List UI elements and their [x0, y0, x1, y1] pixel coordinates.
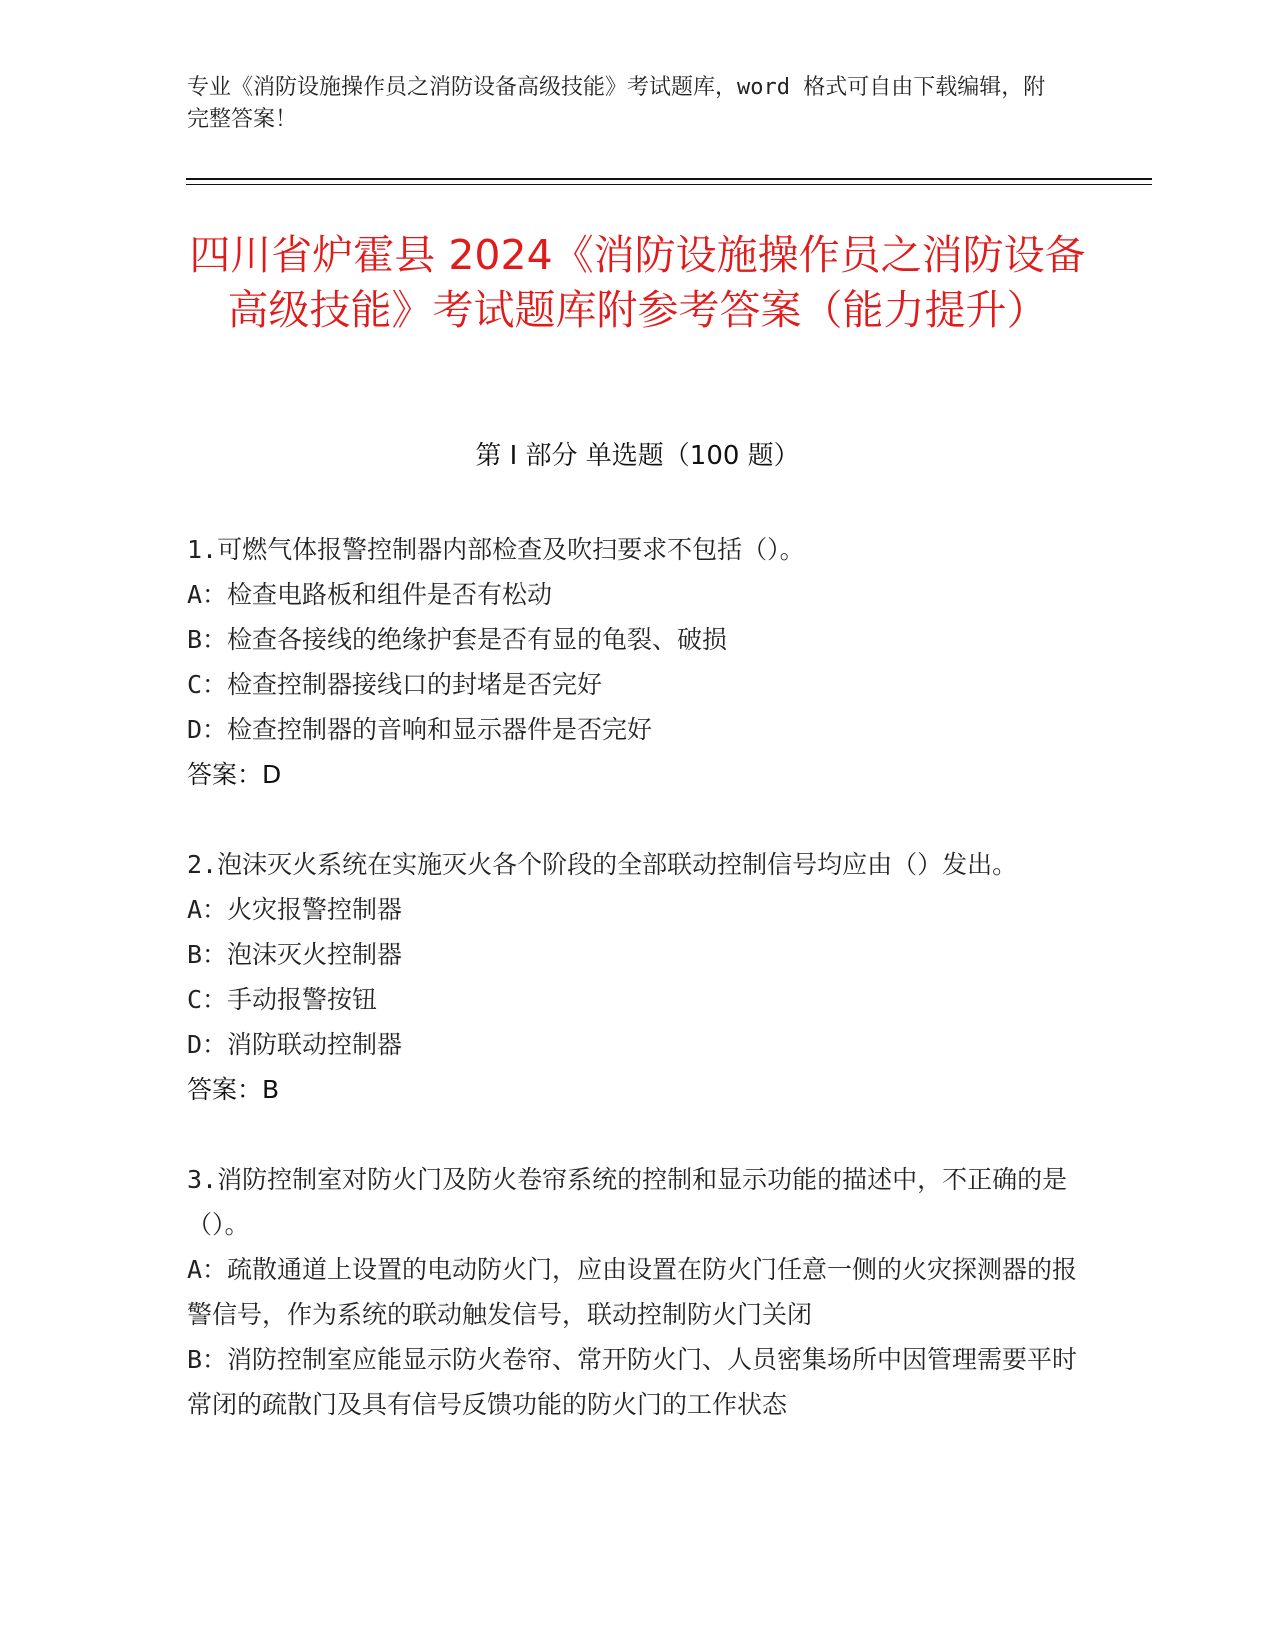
- header-note: 专业《消防设施操作员之消防设备高级技能》考试题库，word 格式可自由下载编辑，附完整答案！: [187, 75, 1046, 132]
- option-d: D：检查控制器的音响和显示器件是否完好: [187, 715, 653, 744]
- option-d: D：消防联动控制器: [187, 1030, 403, 1059]
- option-a: A：检查电路板和组件是否有松动: [187, 580, 553, 609]
- option-c: C：手动报警按钮: [187, 985, 378, 1014]
- question-list: [187, 527, 1087, 1472]
- header-rule-thick: [186, 178, 1152, 180]
- answer: 答案：B: [187, 1075, 280, 1104]
- document-title: 四川省炉霍县 2024《消防设施操作员之消防设备高级技能》考试题库附参考答案（能力提升）: [189, 231, 1086, 334]
- option-b: B：泡沫灭火控制器: [187, 940, 403, 969]
- section-heading: 第 I 部分 单选题（100 题）: [475, 441, 800, 471]
- option-a: A：疏散通道上设置的电动防火门，应由设置在防火门任意一侧的火灾探测器的报警信号，作为系统的联动触发信号，联动控制防火门关闭: [187, 1255, 1078, 1329]
- option-b: B：检查各接线的绝缘护套是否有显的龟裂、破损: [187, 625, 728, 654]
- question-stem: 2.泡沫灭火系统在实施灭火各个阶段的全部联动控制信号均应由（）发出。: [187, 850, 1018, 879]
- question-1: [187, 527, 1087, 797]
- question-stem: 1.可燃气体报警控制器内部检查及吹扫要求不包括（）。: [187, 535, 805, 564]
- option-b: B：消防控制室应能显示防火卷帘、常开防火门、人员密集场所中因管理需要平时常闭的疏散门及具有信号反馈功能的防火门的工作状态: [187, 1345, 1078, 1419]
- option-a: A：火灾报警控制器: [187, 895, 403, 924]
- header-rule-thin: [186, 184, 1152, 185]
- answer: 答案：D: [187, 760, 282, 789]
- option-c: C：检查控制器接线口的封堵是否完好: [187, 670, 603, 699]
- question-3: [187, 1157, 1087, 1427]
- question-stem: 3.消防控制室对防火门及防火卷帘系统的控制和显示功能的描述中，不正确的是（）。: [187, 1165, 1068, 1239]
- question-2: [187, 842, 1087, 1112]
